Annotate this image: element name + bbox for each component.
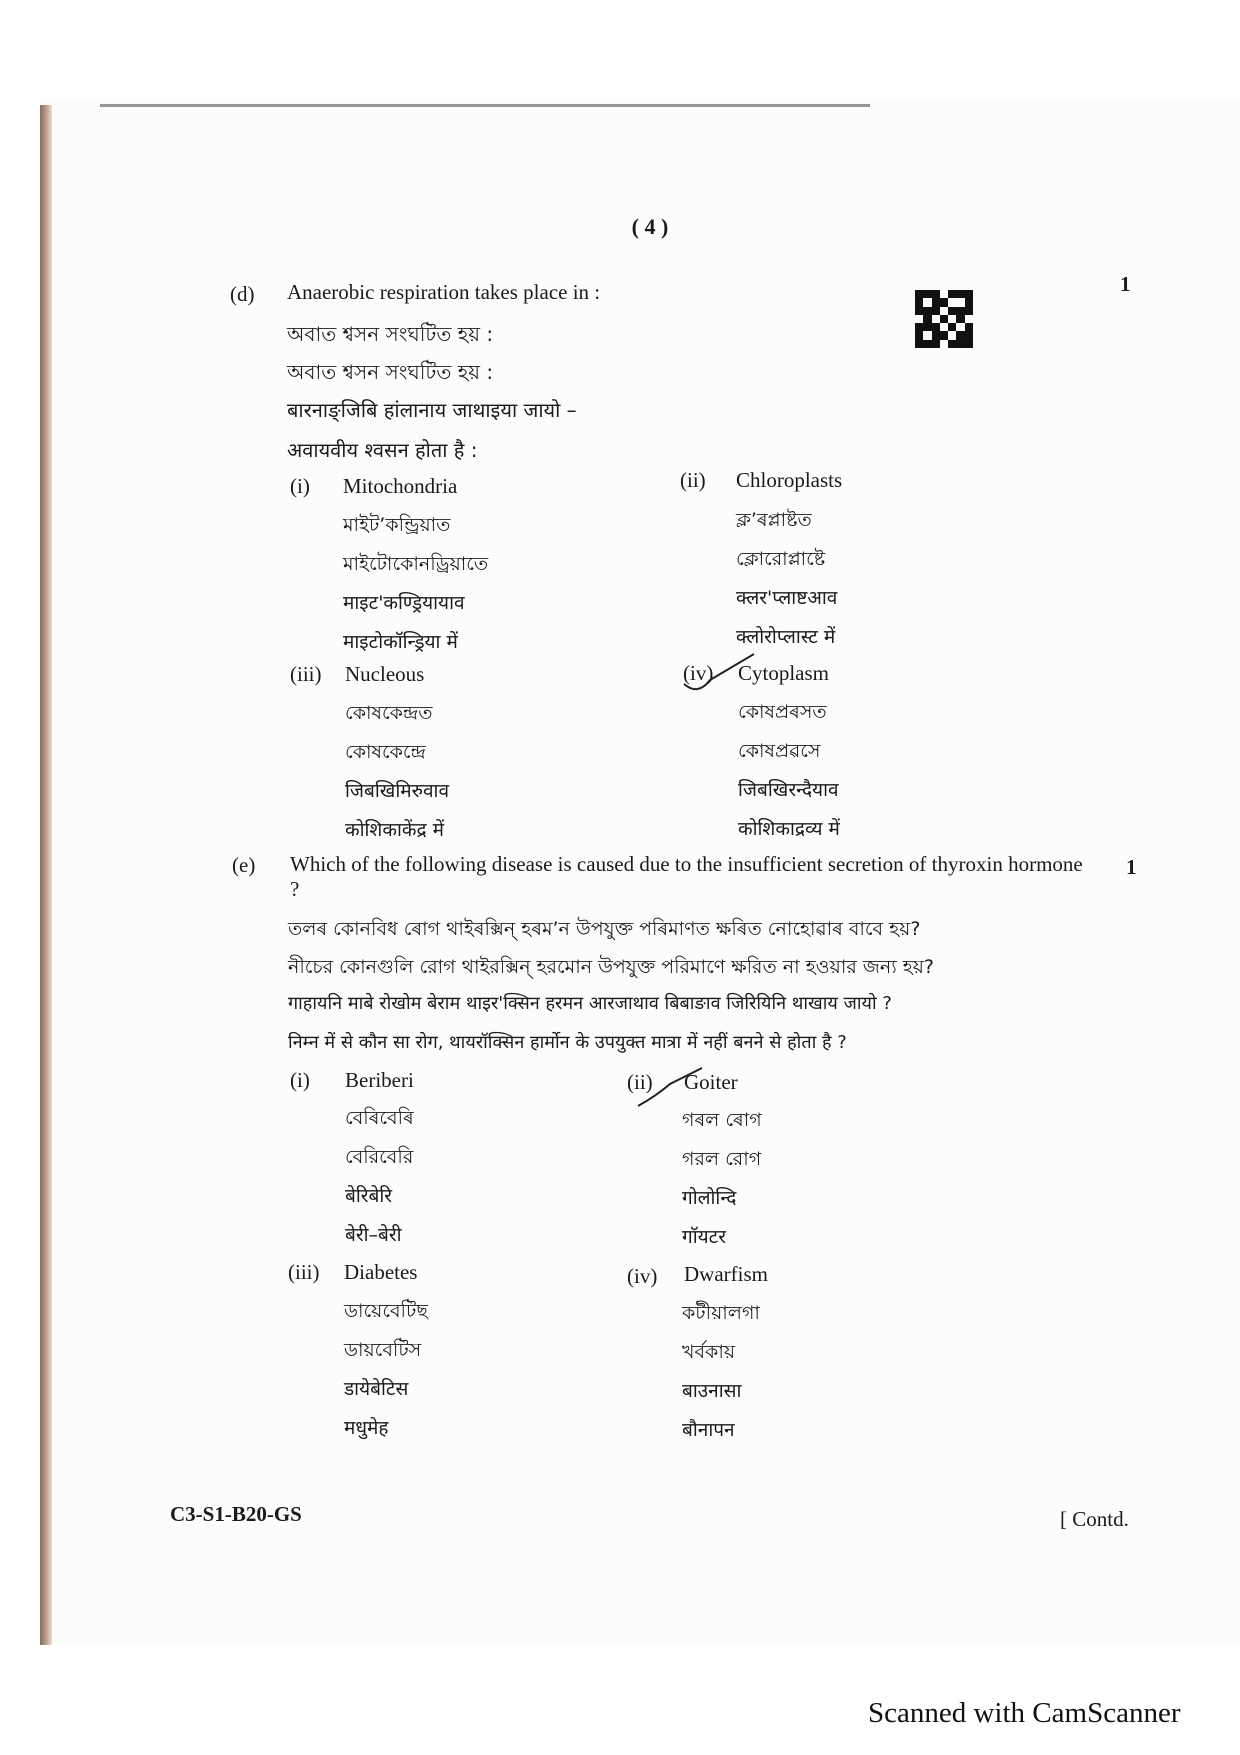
scanner-watermark: Scanned with CamScanner — [868, 1697, 1181, 1729]
option-d-ii-translation: ক্ল’ৰপ্লাষ্টত — [736, 509, 812, 531]
question-e-label: (e) — [232, 853, 256, 877]
option-d-i-english: Mitochondria — [343, 474, 458, 498]
option-e-i-translation: বেরিবেরি — [345, 1146, 414, 1168]
option-d-iv-translation: कोशिकाद्रव्य में — [738, 818, 840, 840]
question-e-translation-bengali: নীচের কোনগুলি রোগ থাইরক্সিন্ হরমোন উপযুক্ত পরিমাণে ক্ষরিত না হওয়ার জন্য হয়? — [288, 956, 934, 978]
option-e-iii-translation: ডায়েবেটিছ — [344, 1300, 428, 1322]
option-d-i-translation: माइट'कण्ड्रियायाव — [343, 592, 465, 614]
option-e-ii-translation: গরল রোগ — [682, 1148, 762, 1170]
question-d-translation-assamese: অবাত শ্বসন সংঘটিত হয় : — [287, 322, 494, 346]
question-d-stem: Anaerobic respiration takes place in : — [287, 280, 601, 304]
option-e-iii-translation: डायेबेटिस — [344, 1378, 409, 1400]
option-d-ii-number: (ii) — [680, 468, 706, 492]
option-e-iv-number: (iv) — [627, 1264, 658, 1288]
option-e-iv-english: Dwarfism — [684, 1262, 768, 1286]
page-number: ( 4 ) — [631, 214, 669, 239]
question-e-translation-bodo: गाहायनि माबे रोखोम बेराम थाइर'क्सिन हरमन आरजाथाव बिबाङाव जिरियिनि थाखाय जायो ? — [288, 993, 892, 1014]
option-e-ii-translation: गोलोन्दि — [682, 1187, 737, 1209]
top-rule — [100, 104, 870, 107]
question-d-translation-bodo: बारनाङ्‌जिबि हांलानाय जाथाइया जायो – — [287, 398, 577, 422]
option-d-iii-translation: कोशिकाकेंद्र में — [345, 819, 444, 841]
option-e-ii-number: (ii) — [627, 1070, 653, 1094]
option-d-iii-translation: जिबखिमिरुवाव — [345, 780, 450, 802]
question-e-stem: Which of the following disease is caused due to the insufficient secretion of thyroxin hormone ? — [290, 852, 1083, 901]
option-d-iii-translation: কোষকেন্দ্ৰত — [345, 702, 433, 724]
option-d-iii-english: Nucleous — [345, 662, 425, 686]
option-e-iii-number: (iii) — [288, 1260, 320, 1284]
option-e-iv-translation: কটীয়ালগা — [682, 1302, 760, 1324]
option-d-ii-english: Chloroplasts — [736, 468, 843, 492]
option-e-i-translation: बेरी–बेरी — [345, 1224, 402, 1246]
option-e-iv-translation: बौनापन — [682, 1419, 735, 1441]
option-d-ii-translation: ক্লোরোপ্লাষ্টে — [736, 548, 826, 570]
option-e-iv-translation: খর্বকায় — [682, 1341, 736, 1363]
question-d-translation-bengali: অবাত শ্বসন সংঘটিত হয় : — [287, 360, 494, 384]
option-e-iii-translation: मधुमेह — [344, 1417, 389, 1439]
option-e-iv-translation: बाउनासा — [682, 1380, 742, 1402]
option-d-iv-translation: जिबखिरन्दैयाव — [738, 779, 839, 801]
option-d-iii-number: (iii) — [290, 662, 322, 686]
question-d-translation-hindi: अवायवीय श्वसन होता है : — [287, 438, 478, 462]
option-d-iv-number: (iv) — [683, 661, 714, 685]
option-d-i-number: (i) — [290, 474, 310, 498]
option-e-ii-translation: गॉयटर — [682, 1226, 726, 1248]
question-e-translation-hindi: निम्न में से कौन सा रोग, थायरॉक्सिन हार्मोन के उपयुक्त मात्रा में नहीं बनने से होता है ? — [288, 1032, 847, 1053]
question-e-marks: 1 — [1126, 855, 1137, 879]
option-d-i-translation: মাইট’কন্ড্ৰিয়াত — [343, 514, 451, 536]
continued-label: [ Contd. — [1060, 1507, 1129, 1531]
option-d-i-translation: माइटोकॉन्ड्रिया में — [343, 631, 458, 653]
option-d-iv-translation: কোষপ্ৰৰসত — [738, 701, 827, 723]
option-e-iii-translation: ডায়বেটিস — [344, 1339, 422, 1361]
option-e-ii-translation: গৰল ৰোগ — [682, 1109, 762, 1131]
option-e-i-translation: বেৰিবেৰি — [345, 1107, 414, 1129]
option-e-i-english: Beriberi — [345, 1068, 414, 1092]
option-e-iii-english: Diabetes — [344, 1260, 418, 1284]
option-e-i-translation: बेरिबेरि — [345, 1185, 393, 1207]
option-d-ii-translation: क्लर'प्लाष्टआव — [736, 587, 838, 609]
option-d-iii-translation: কোষকেন্দ্রে — [345, 741, 426, 763]
paper-edge-shadow — [40, 105, 52, 1645]
option-d-i-translation: মাইটোকোনড্রিয়াতে — [343, 553, 489, 575]
question-e-translation-assamese: তলৰ কোনবিধ ৰোগ থাইৰক্সিন্ হৰম’ন উপযুক্ত পৰিমাণত ক্ষৰিত নোহোৱাৰ বাবে হয়? — [288, 918, 921, 940]
option-e-i-number: (i) — [290, 1068, 310, 1092]
qr-code-icon — [915, 290, 973, 348]
option-d-ii-translation: क्लोरोप्लास्ट में — [736, 626, 836, 648]
option-e-ii-english: Goiter — [684, 1070, 738, 1094]
question-d-marks: 1 — [1120, 272, 1131, 296]
answer-tick-icon — [680, 650, 760, 700]
paper-code: C3-S1-B20-GS — [170, 1502, 302, 1526]
option-d-iv-translation: কোষপ্রৱসে — [738, 740, 821, 762]
question-d-label: (d) — [230, 282, 255, 306]
option-d-iv-english: Cytoplasm — [738, 661, 830, 685]
